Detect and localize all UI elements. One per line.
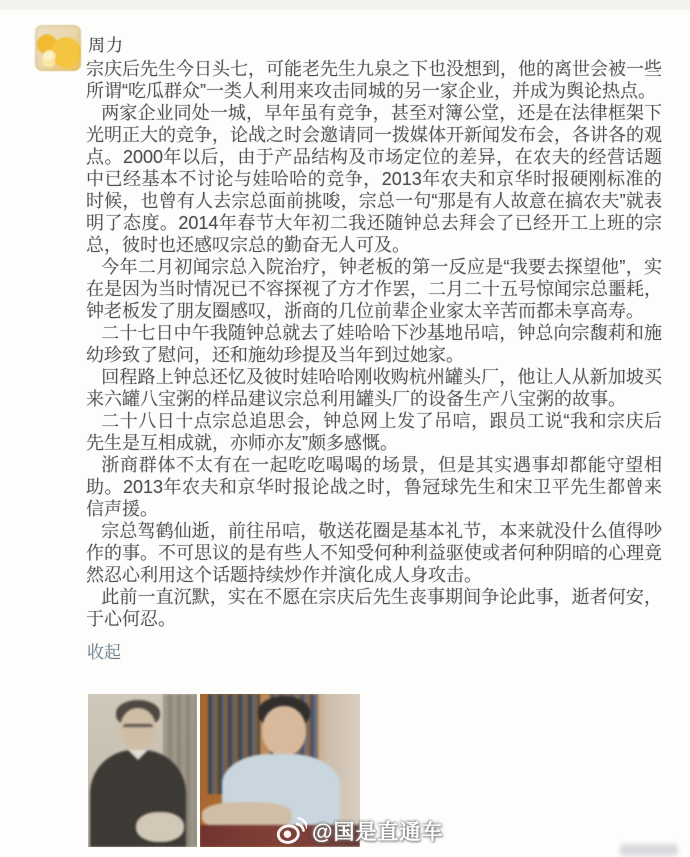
post-body: [86, 58, 662, 630]
weibo-watermark: [276, 815, 443, 846]
weibo-icon: [276, 815, 307, 846]
post-paragraph: 宗总驾鹤仙逝，前往吊唁，敬送花圈是基本礼节，本来就没什么值得吵作的事。不可思议的是有些人不知受何种利益驱使或者何种阴暗的心理竟然忍心利用这个话题持续炒作并演化成人身攻击。: [86, 521, 662, 585]
collapse-link[interactable]: 收起: [87, 643, 121, 662]
author-name[interactable]: 周力: [88, 36, 124, 55]
post-paragraph: 两家企业同处一城，早年虽有竞争，甚至对簿公堂，还是在法律框架下光明正大的竞争，论战之时会邀请同一拨媒体开新闻发布会，各讲各的观点。2000年以后，由于产品结构及市场定位的差异，在农夫的经营话题中已经基本不讨论与娃哈哈的竞争，2013年农夫和京华时报硬刚标准的时候，也曾有人去宗总面前挑唆，宗总一句“那是有人故意在搞农夫”就表明了态度。2014年春节大年初二我还随钟总去拜会了已经开工上班的宗总，彼时也还感叹宗总的勤奋无人可及。: [86, 103, 662, 255]
watermark-handle: @国是直通车: [312, 820, 444, 844]
post-paragraph: 浙商群体不太有在一起吃吃喝喝的场景，但是其实遇事却都能守望相助。2013年农夫和京华时报论战之时，鲁冠球先生和宋卫平先生都曾来信声援。: [86, 455, 662, 519]
avatar-badge-icon: [43, 50, 56, 63]
post-paragraph: 二十七日中午我随钟总就去了娃哈哈下沙基地吊唁，钟总向宗馥莉和施幼珍致了慰问，还和施幼珍提及当年到过她家。: [86, 323, 662, 365]
post-paragraph: 此前一直沉默，实在不愿在宗庆后先生丧事期间争论此事，逝者何安，于心何忍。: [86, 587, 662, 629]
photo-thumbnail-left[interactable]: [88, 694, 197, 847]
photo-left-artwork: [88, 694, 197, 847]
post-paragraph: 宗庆后先生今日头七，可能老先生九泉之下也没想到，他的离世会被一些所谓“吃瓜群众”一类人利用来攻击同城的另一家企业，并成为舆论热点。: [86, 59, 662, 101]
avatar[interactable]: [35, 25, 81, 71]
corner-watermark-remnant: [620, 844, 678, 856]
top-border-strip: [0, 0, 690, 10]
post-paragraph: 二十八日十点宗总追思会，钟总网上发了吊唁，跟员工说“我和宗庆后先生是互相成就，亦师亦友”颇多感慨。: [86, 411, 662, 453]
post-paragraph: 今年二月初闻宗总入院治疗，钟老板的第一反应是“我要去探望他”，实在是因为当时情况已不容探视了方才作罢，二月二十五号惊闻宗总噩耗，钟老板发了朋友圈感叹，浙商的几位前辈企业家太辛苦而都未享高寿。: [86, 257, 662, 321]
post-paragraph: 回程路上钟总还忆及彼时娃哈哈刚收购杭州罐头厂，他让人从新加坡买来六罐八宝粥的样品建议宗总利用罐头厂的设备生产八宝粥的故事。: [86, 367, 662, 409]
